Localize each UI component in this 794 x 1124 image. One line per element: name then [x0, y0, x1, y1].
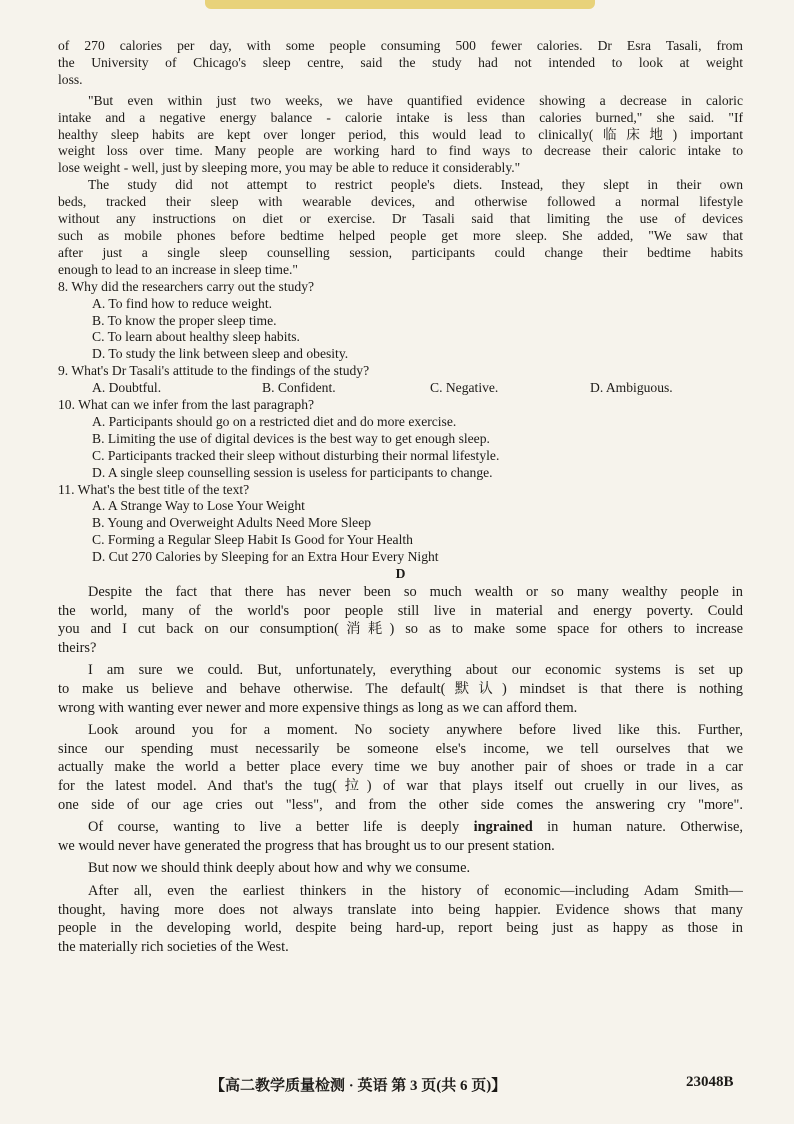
option-a: A. To find how to reduce weight.	[92, 295, 273, 311]
option-a: A. Doubtful.	[92, 380, 162, 396]
text-line: without any instructions on diet or exercise. Dr Tasali said that limiting the use of devices	[58, 211, 743, 227]
text-line: theirs?	[58, 639, 97, 656]
option-c: C. Forming a Regular Sleep Habit Is Good for Your Health	[92, 532, 413, 548]
option-b: B. Limiting the use of digital devices is the best way to get enough sleep.	[92, 430, 490, 446]
text-line: thought, having more does not always translate into being happier. Evidence shows that many	[58, 901, 743, 918]
option-a: A. Participants should go on a restricted diet and do more exercise.	[92, 413, 457, 429]
question-stem: 8. Why did the researchers carry out the study?	[58, 278, 315, 294]
exam-page	[58, 38, 743, 956]
text-line: beds, tracked their sleep with wearable devices, and otherwise followed a normal lifestyle	[58, 194, 743, 210]
top-binding-tab	[205, 0, 595, 9]
text-line: actually make the world a better place every time we buy another pair of shoes or trade in a car	[58, 759, 743, 776]
question-stem: 10. What can we infer from the last paragraph?	[58, 397, 315, 413]
footer-paper-code: 23048B	[686, 1074, 734, 1090]
question-stem: 11. What's the best title of the text?	[58, 481, 250, 497]
question-8	[58, 279, 743, 364]
option-b: B. To know the proper sleep time.	[92, 312, 277, 328]
text-line: the world, many of the world's poor people still live in material and energy poverty. Could	[58, 602, 743, 619]
option-b: B. Young and Overweight Adults Need More Sleep	[92, 515, 372, 531]
text-line: for the latest model. And that's the tug(拉) of war that plays itself out cruelly in our lives, as	[58, 777, 743, 794]
text-line: we would never have generated the progress that has brought us to our present station.	[58, 837, 555, 854]
passage-c-continuation	[58, 38, 743, 279]
keyword-ingrained: ingrained	[473, 819, 533, 836]
text-line: After all, even the earliest thinkers in the history of economic—including Adam Smith—	[88, 882, 743, 899]
text-line: Despite the fact that there has never been so much wealth or so many wealthy people in	[88, 584, 743, 600]
text-line: after just a single sleep counselling session, participants could change their bedtime habits	[58, 244, 743, 260]
question-stem: 9. What's Dr Tasali's attitude to the findings of the study?	[58, 363, 370, 379]
text-line: lose weight - well, just by sleeping more, you may be able to reduce it considerably."	[58, 160, 521, 176]
text-line: to make us believe and behave otherwise. The default(默认) mindset is that there is nothing	[58, 680, 743, 697]
text-line: I am sure we could. But, unfortunately, everything about our economic systems is set up	[88, 662, 743, 679]
text-line: The study did not attempt to restrict people's diets. Instead, they slept in their own	[88, 177, 743, 193]
passage-d	[58, 583, 743, 956]
text-line: healthy sleep habits are kept over longer period, this would lead to clinically(临床地) important	[58, 126, 743, 142]
footer-exam-info: 【高二教学质量检测 · 英语 第 3 页(共 6 页)】	[210, 1078, 507, 1094]
text-line: the materially rich societies of the West.	[58, 938, 289, 955]
text-line	[58, 818, 743, 837]
passage-d-heading: D	[395, 566, 406, 582]
text-line: of 270 calories per day, with some people consuming 500 fewer calories. Dr Esra Tasali, from	[58, 38, 743, 53]
text-line: loss.	[58, 71, 83, 87]
text-line: enough to lead to an increase in sleep time."	[58, 261, 298, 277]
text-span: in human nature. Otherwise,	[532, 819, 743, 836]
option-a: A. A Strange Way to Lose Your Weight	[92, 498, 305, 514]
text-line: people in the developing world, despite being hard-up, report being just as happy as those in	[58, 920, 743, 937]
option-d: D. Ambiguous.	[590, 380, 673, 396]
option-c: C. Negative.	[430, 380, 499, 396]
text-line: since our spending must necessarily be someone else's income, we tell ourselves that we	[58, 740, 743, 757]
option-d: D. A single sleep counselling session is useless for participants to change.	[92, 464, 493, 480]
question-9	[58, 363, 743, 397]
text-span: Of course, wanting to live a better life is deeply	[88, 819, 474, 836]
text-line: "But even within just two weeks, we have quantified evidence showing a decrease in caloric	[88, 92, 743, 108]
option-d: D. To study the link between sleep and obesity.	[92, 346, 349, 362]
text-line: such as mobile phones before bedtime helped people get more sleep. She added, "We saw that	[58, 227, 743, 243]
text-line: intake and a negative energy balance - calorie intake is less than calories burned," she said. "If	[58, 109, 743, 125]
option-b: B. Confident.	[262, 380, 336, 396]
option-c: C. Participants tracked their sleep without disturbing their normal lifestyle.	[92, 447, 500, 463]
option-c: C. To learn about healthy sleep habits.	[92, 329, 300, 345]
text-line: the University of Chicago's sleep centre, said the study had not intended to look at weight	[58, 54, 743, 70]
text-line: you and I cut back on our consumption(消耗) so as to make some space for others to increase	[58, 621, 743, 638]
text-line: wrong with wanting ever newer and more expensive things as long as we can afford them.	[58, 699, 578, 716]
text-line: one side of our age cries out "less", and from the other side comes the answering cry "more".	[58, 796, 743, 813]
question-10	[58, 397, 743, 482]
text-line: Look around you for a moment. No society anywhere before lived like this. Further,	[88, 722, 743, 739]
question-11	[58, 482, 743, 567]
option-d: D. Cut 270 Calories by Sleeping for an Extra Hour Every Night	[92, 549, 439, 565]
options-row	[58, 380, 743, 397]
text-line: weight loss over time. Many people are working hard to find ways to decrease their caloric intake to	[58, 143, 743, 159]
text-line: But now we should think deeply about how and why we consume.	[88, 860, 471, 877]
